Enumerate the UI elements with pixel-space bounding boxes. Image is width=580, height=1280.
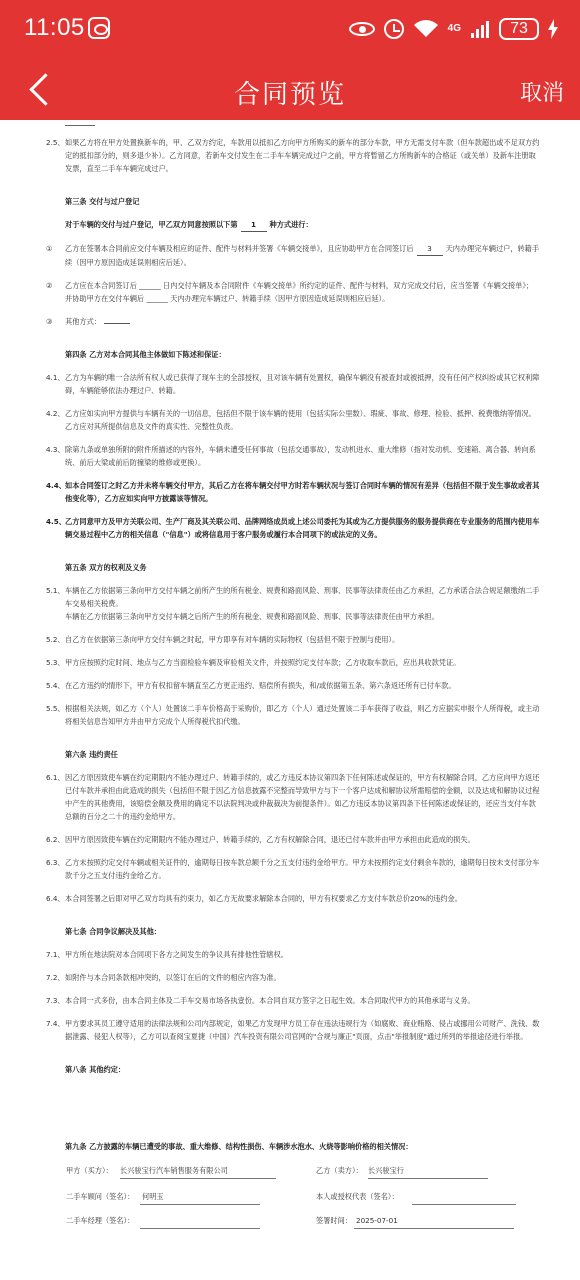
clause-5-5: 5.5、 根据相关法规，如乙方（个人）处置该二手车价格高于采购价，即乙方（个人）通过处置该二手车获得了收益，则乙方应据实申报个人所得税，或主动将相关信息告知甲方并由甲方完成个人所得税代扣代缴。: [46, 704, 540, 726]
section-9-title: 第九条 乙方披露的车辆已遭受的事故、重大维修、结构性损伤、车辆涉水泡水、火烧等影响价格的相关情况：: [65, 1142, 413, 1151]
sign-date-value: 2025-07-01: [356, 1216, 398, 1225]
wifi-icon: [413, 19, 439, 39]
clause-4-5: 4.5、 乙方同意甲方及甲方关联公司、生产厂商及其关联公司、品牌网络成员或上述公司委托为其或为乙方提供服务的服务提供商在专业服务的范围内使用车辆交易过程中乙方的相关信息（"信息"）或将信息用于客户服务或履行本合同项下的或法定的义务。: [46, 517, 540, 539]
clause-4-2: 4.2、 乙方应如实向甲方提供与车辆有关的一切信息，包括但不限于该车辆的使用（包括实际公里数）、瑕疵、事故、修理、检验、抵押、税费缴纳等情况。乙方应对其所提供信息及文件的真实性、完整性负责。: [46, 409, 536, 431]
app-header: [0, 0, 580, 120]
top-divider: [65, 125, 95, 126]
cancel-button[interactable]: 取消: [519, 81, 564, 106]
contract-document[interactable]: [0, 120, 580, 1280]
nav-bar: [0, 60, 580, 120]
section-5-title: 第五条 双方的权利及义务: [65, 563, 147, 572]
section-8-title: 第八条 其他约定：: [65, 1065, 126, 1074]
status-bar: [0, 0, 580, 60]
clause-5-3: 5.3、 甲方应按照约定时间、地点与乙方当面检验车辆及审验相关文件，并按照约定支付车款；乙方收取车款后，应出具收款凭证。: [46, 658, 461, 667]
clause-6-4: 6.4、 本合同签署之后即对甲乙双方均具有约束力，如乙方无故要求解除本合同的，甲方有权要求乙方支付车款总价20%的违约金。: [46, 894, 462, 903]
alarm-icon: [384, 19, 404, 39]
clause-6-3: 6.3、 乙方未按照约定交付车辆或相关证件的，逾期每日按车款总额千分之五支付违约金给甲方。甲方未按照约定支付剩余车款的，逾期每日按未支付部分车款千分之五支付违约金给乙方。: [46, 858, 540, 880]
section-6-title: 第六条 违约责任: [65, 750, 118, 759]
clause-7-4: 7.4、 甲方要求其员工遵守适用的法律法规和公司内部规定，如果乙方发现甲方员工存在违法违规行为（如腐败、商业贿赂、侵占或挪用公司财产、洗钱、数据泄露、侵犯人权等），乙方可以查阅宝夏捷（中国）汽车投资有限公司官网的"合规与廉正"页面，点击"举报制度"通过所列的举报途径进行举报。: [46, 1019, 540, 1041]
section-7-title: 第七条 合同争议解决及其他：: [65, 927, 161, 936]
clause-5-1: 5.1、 车辆在乙方依据第三条向甲方交付车辆之前所产生的所有税金、规费和路面风险、刑事、民事等法律责任由乙方承担，乙方承诺合法合规足额缴纳二手车交易相关税费。 车辆在乙方依据第三条向甲方交付车辆之后所产生的所有税金、规费和路面风险、刑事、民事等法律责任由甲方承担。: [46, 586, 540, 621]
charging-icon: [548, 19, 558, 39]
consultant-label: 二手车顾问（签名）：: [66, 1192, 135, 1201]
clause-6-2: 6.2、 因甲方原因致使车辆在约定期限内不能办理过户、转籍手续的，乙方有权解除合同，退还已付车款并由甲方承担由此造成的损失。: [46, 835, 475, 844]
section-3-title: 第三条 交付与过户登记: [65, 197, 140, 206]
clause-7-3: 7.3、 本合同一式多份，由本合同主体及二手车交易市场各执壹份。本合同自双方签字之日起生效。本合同取代甲方的其他承诺与义务。: [46, 996, 475, 1005]
clause-7-2: 7.2、 如附件与本合同条款相冲突的，以签订在后的文件的相应内容为准。: [46, 973, 281, 982]
representative-label: 本人或授权代表（签名）：: [316, 1192, 399, 1201]
status-time: 11:05: [24, 14, 85, 41]
section-4-title: 第四条 乙方对本合同其他主体做如下陈述和保证：: [65, 350, 226, 359]
clause-5-4: 5.4、 在乙方违约的情形下，甲方有权扣留车辆直至乙方更正违约、赔偿所有损失，和/或依据第五条、第六条返还所有已付车款。: [46, 681, 456, 690]
manager-label: 二手车经理（签名）：: [66, 1216, 135, 1225]
signature-row-date: [66, 1216, 536, 1230]
signature-row-parties: [66, 1166, 536, 1180]
consultant-value: 何明玉: [142, 1192, 164, 1201]
clause-2-5: 2.5、 如果乙方将在甲方处置换新车的，甲、乙双方约定，车款用以抵扣乙方向甲方所购买的新车的部分车款，甲方无需支付车款（但车款超出或不足双方约定的抵扣部分的，则多退少补）。乙方同意，若新车交付发生在二手车车辆完成过户之前，甲方将暂留乙方所购新车的合格证（或关单）及新车注册取发票，直至二手车车辆完成过户。: [46, 138, 540, 173]
party-b-value: 长兴骏宝行: [368, 1166, 404, 1175]
party-b-label: 乙方（卖方）：: [316, 1166, 363, 1175]
clause-7-1: 7.1、 甲方所在地法院对本合同项下各方之间发生的争议具有排他性管辖权。: [46, 950, 288, 959]
status-icons: [349, 14, 558, 44]
signature-row-signers: [66, 1192, 536, 1206]
date-label: 签署时间：: [316, 1216, 352, 1225]
option-1: ① 乙方在签署本合同前应交付车辆及相应的证件、配件与材料并签署《车辆交接单》，且应协助甲方在合同签订后 3 天内办理完车辆过户，转籍手续（因甲方原因造成延误则相应后延）。: [46, 244, 540, 267]
clause-5-2: 5.2、 自乙方在依据第三条向甲方交付车辆之时起，甲方即享有对车辆的实际物权（包括但不限于控制与使用）。: [46, 635, 400, 644]
signal-icon: [470, 19, 490, 39]
party-a-label: 甲方（买方）：: [66, 1166, 113, 1175]
clause-4-4: 4.4、 如本合同签订之时乙方并未将车辆交付甲方，其后乙方在将车辆交付甲方时若车辆状况与签订合同时车辆的情况有差异（包括但不限于发生事故或者其他变化等），乙方应如实向甲方披露该等情况。: [46, 481, 540, 503]
option-3: ③ 其他方式：: [46, 315, 540, 328]
clause-4-1: 4.1、 乙方为车辆的唯一合法所有权人或已获得了现车主的全部授权，且对该车辆有处置权，确保车辆没有被查封或被抵押，没有任何产权纠纷或其它权利障碍，车辆能够依法办理过户、转籍。: [46, 373, 540, 395]
network-type: 4G: [447, 23, 461, 34]
section-3-lead: 对于车辆的交付与过户登记，甲乙双方同意按照以下第 1 种方式进行：: [46, 218, 540, 232]
eye-icon: [349, 22, 375, 36]
chat-app-icon: [88, 17, 110, 39]
clause-4-3: 4.3、 除第九条或单独所附的附件所描述的内容外，车辆未遭受任何事故（包括交通事故），发动机进水、重大维修（指对发动机、变速箱、离合器、转向系统、前后大梁或前后防撞梁的维修或更换）。: [46, 445, 536, 467]
battery-icon: 73: [499, 18, 539, 40]
page-title: 合同预览: [233, 80, 346, 110]
party-a-value: 长兴骏宝行汽车销售服务有限公司: [120, 1166, 228, 1175]
clause-6-1: 6.1、 因乙方原因致使车辆在约定期限内不能办理过户、转籍手续的，或乙方违反本协议第四条下任何陈述或保证的，甲方有权解除合同，乙方应向甲方返还已付车款并承担由此造成的损失（包括但不限于因乙方信息披露不完整而导致甲方与下一个客户达成和解协议所需赔偿的金额，以及达成和解协议过程中产生的其他费用，该赔偿金额及费用的确定不以法院判决或仲裁裁决为前提条件）。如乙方违反本协议第四条下任何陈述或保证的，还应当支付车款总额的百分之二十的违约金给甲方。: [46, 773, 540, 821]
option-2: ② 乙方应在本合同签订后 ______ 日内交付车辆及本合同附件《车辆交接单》所约定的证件、配件与材料，双方完成交付后，应当签署《车辆交接单》；并协助甲方在交付车辆后 ______ 天内办理完车辆过户、转籍手续（因甲方原因造成延误则相应后延）。: [46, 281, 534, 303]
